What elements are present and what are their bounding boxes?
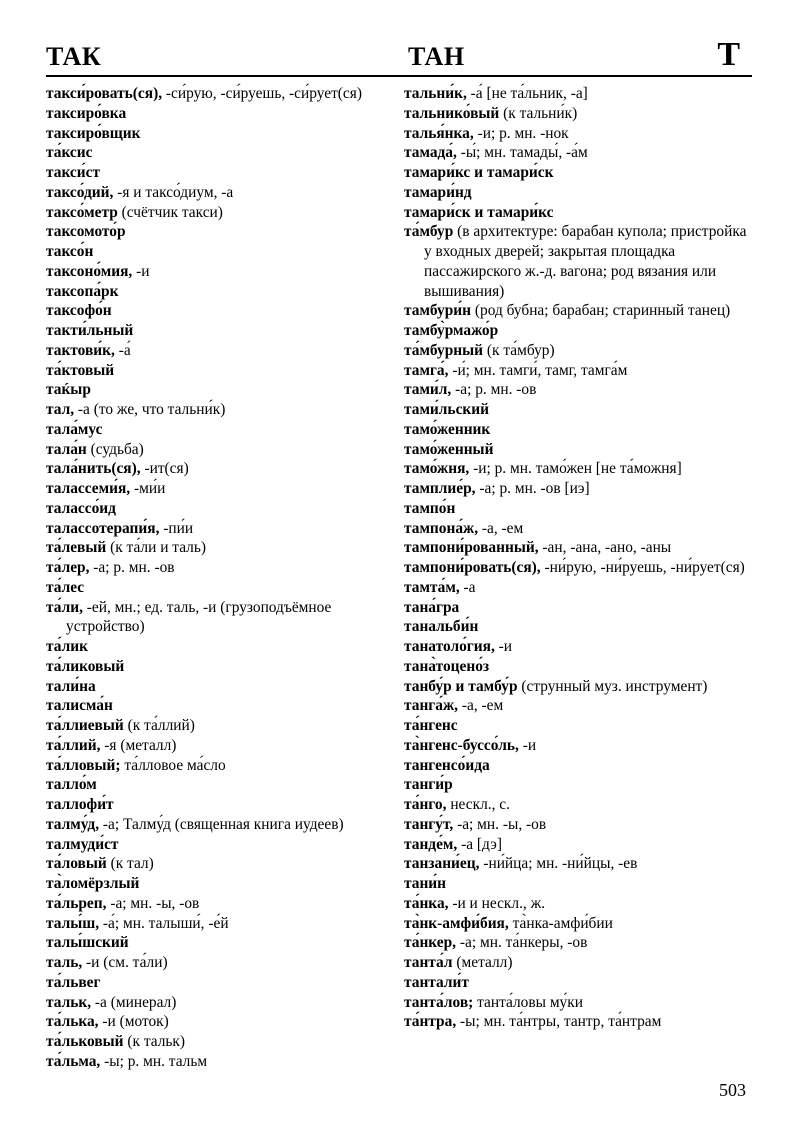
dictionary-entry [404, 914, 752, 934]
entry-gloss: танта́ловы му́ки [473, 993, 583, 1011]
entry-gloss: -и; р. мн. -нок [473, 124, 569, 142]
entry-headword: тами́л, [404, 381, 452, 399]
entry-gloss: -си́рую, -си́руешь, -си́рует(ся) [162, 85, 362, 102]
dictionary-entry [404, 361, 752, 381]
dictionary-entry [404, 459, 752, 479]
entry-gloss: (к та́ли и таль) [106, 539, 206, 557]
entry-gloss: -и; р. мн. тамо́жен [не та́можня] [469, 460, 682, 478]
entry-headword: та́лька, [46, 1013, 99, 1031]
dictionary-entry [46, 677, 394, 697]
entry-headword: тана́гра [404, 598, 460, 616]
entry-headword: та́лик [46, 638, 88, 655]
entry-gloss: -а (то же, что тальни́к) [74, 401, 226, 418]
entry-headword: та́лер, [46, 559, 90, 576]
dictionary-entry [404, 143, 752, 163]
dictionary-entry [404, 400, 752, 420]
entry-headword: та́льковый [46, 1033, 124, 1050]
dictionary-entry [46, 578, 394, 598]
entry-headword: талисма́н [46, 697, 113, 715]
entry-gloss: (металл) [452, 954, 513, 971]
dictionary-entry [46, 143, 394, 163]
dictionary-entry [46, 953, 394, 973]
entry-headword: та́лловый; [46, 756, 121, 774]
dictionary-entry [46, 479, 394, 499]
entry-headword: та́мбур [404, 223, 454, 241]
header-rule [46, 75, 752, 77]
entry-headword: таксофо́н [46, 302, 112, 320]
entry-headword: тамта́м, [404, 578, 460, 596]
dictionary-entry [46, 657, 394, 677]
entry-headword: тани́н [404, 875, 447, 892]
entry-headword: та́ллиевый [46, 717, 124, 734]
entry-headword: та́левый [46, 539, 107, 557]
entry-gloss: -и [518, 736, 537, 754]
entry-headword: талассотерапи́я, [46, 519, 160, 537]
entry-headword: та̀нгенс-буссо́ль, [404, 736, 519, 754]
left-column [46, 84, 394, 1072]
entry-headword: танта́лов; [404, 993, 474, 1011]
entry-headword: тамга́, [404, 361, 449, 379]
entry-gloss: (род бубна; барабан; старинный танец) [471, 302, 731, 320]
entry-headword: тамари́ск и тамари́кс [404, 203, 554, 221]
dictionary-entry [404, 598, 752, 618]
entry-gloss: -ан, -ана, -ано, -аны [538, 539, 672, 557]
dictionary-entry [46, 203, 394, 223]
entry-headword: тамо́жня, [404, 460, 470, 478]
entry-headword: тангенсо́ида [404, 756, 490, 774]
entry-headword: талмуди́ст [46, 835, 119, 853]
entry-headword: тамо́женник [404, 420, 491, 438]
entry-gloss: -а; р. мн. -ов [иэ] [475, 480, 590, 497]
dictionary-entry [46, 716, 394, 736]
dictionary-entry [404, 696, 752, 716]
entry-headword: танбу́р и тамбу́р [404, 677, 518, 695]
entry-headword: та́ли, [46, 598, 83, 616]
entry-headword: та́льма, [46, 1052, 101, 1070]
entry-headword: танга́ж, [404, 697, 459, 715]
entry-gloss: -ы́; мн. тамады́, -а́м [456, 144, 588, 162]
entry-headword: тампони́рованный, [404, 539, 539, 557]
dictionary-entry [46, 380, 394, 400]
entry-gloss: -и (моток) [98, 1013, 169, 1031]
entry-headword: тала́мус [46, 420, 103, 438]
dictionary-entry [46, 282, 394, 302]
dictionary-entry [404, 538, 752, 558]
dictionary-entry [404, 321, 752, 341]
entry-gloss: (к та́ллий) [123, 717, 195, 734]
entry-gloss: -ни́рую, -ни́руешь, -ни́рует(ся) [540, 559, 745, 576]
guide-word-left: ТАК [46, 42, 102, 71]
dictionary-entry [46, 874, 394, 894]
entry-headword: тальнико́вый [404, 104, 500, 122]
dictionary-entry [404, 519, 752, 539]
dictionary-entry [404, 499, 752, 519]
dictionary-entry [46, 301, 394, 321]
entry-headword: тал, [46, 401, 75, 418]
dictionary-entry [46, 756, 394, 776]
dictionary-entry [46, 973, 394, 993]
dictionary-entry [404, 756, 752, 776]
entry-gloss: -а; мн. -ы, -ов [106, 894, 200, 912]
entry-headword: танзани́ец, [404, 855, 480, 873]
entry-headword: таксиро́вка [46, 104, 127, 122]
dictionary-entry [404, 993, 752, 1013]
entry-headword: тамари́нд [404, 183, 472, 201]
dictionary-entry [404, 440, 752, 460]
entry-gloss: та́лловое ма́сло [120, 756, 226, 774]
dictionary-entry [46, 183, 394, 203]
dictionary-entry [46, 933, 394, 953]
entry-headword: талму́д, [46, 815, 100, 833]
dictionary-entry [46, 1012, 394, 1032]
entry-gloss: (к тальк) [123, 1033, 186, 1050]
dictionary-entry [404, 124, 752, 144]
dictionary-entry [46, 1032, 394, 1052]
dictionary-entry [404, 420, 752, 440]
dictionary-entry [46, 321, 394, 341]
entry-headword: талассо́ид [46, 499, 116, 517]
entry-gloss: -и [132, 262, 150, 280]
dictionary-entry [46, 361, 394, 381]
dictionary-entry [46, 519, 394, 539]
entry-gloss: (счётчик такси) [117, 203, 223, 221]
running-head [46, 38, 746, 78]
entry-headword: та́нтра, [404, 1013, 457, 1031]
dictionary-entry [46, 558, 394, 578]
entry-headword: та́львег [46, 973, 101, 991]
entry-gloss: -и́; мн. тамги́, тамг, тамга́м [448, 361, 628, 379]
dictionary-entry [46, 222, 394, 242]
entry-headword: тантали́т [404, 973, 469, 991]
entry-gloss: -и (см. та́ли) [82, 954, 168, 971]
dictionary-entry [46, 341, 394, 361]
dictionary-entry [46, 459, 394, 479]
entry-headword: тамари́кс и тамари́ск [404, 164, 554, 181]
entry-headword: талья́нка, [404, 124, 474, 142]
entry-headword: таксо́метр [46, 203, 118, 221]
entry-gloss: (судьба) [86, 440, 144, 458]
entry-gloss: та̀нка-амфи́бии [508, 914, 613, 932]
entry-gloss: нескл., с. [446, 796, 510, 813]
entry-headword: тала́н [46, 440, 87, 458]
entry-headword: тангу́т, [404, 815, 454, 833]
dictionary-entry [46, 795, 394, 815]
dictionary-entry [404, 736, 752, 756]
dictionary-entry [46, 242, 394, 262]
dictionary-entry [46, 400, 394, 420]
entry-headword: такси́ст [46, 164, 101, 181]
entry-headword: талы́ш, [46, 914, 100, 932]
entry-headword: та́ксис [46, 144, 93, 162]
entry-headword: таќыр [46, 381, 91, 399]
entry-headword: таксопа́рк [46, 282, 119, 300]
entry-headword: танта́л [404, 954, 453, 971]
section-letter: Т [717, 36, 740, 73]
entry-headword: талассеми́я, [46, 480, 131, 497]
dictionary-entry [46, 104, 394, 124]
dictionary-entry [404, 1012, 752, 1032]
entry-headword: та́мбурный [404, 341, 484, 359]
entry-headword: танде́м, [404, 835, 458, 853]
dictionary-entry [46, 440, 394, 460]
entry-gloss: -а [дэ] [457, 835, 502, 853]
entry-headword: такти́льный [46, 322, 134, 339]
entry-gloss: -ы; р. мн. тальм [100, 1052, 208, 1070]
entry-headword: та́ловый [46, 855, 107, 873]
entry-gloss: -ми́и [130, 480, 166, 497]
guide-word-right: ТАН [408, 42, 465, 71]
dictionary-entry [404, 874, 752, 894]
entry-gloss: -ни́йца; мн. -ни́йцы, -ев [479, 855, 638, 873]
entry-headword: та́ктовый [46, 361, 115, 379]
entry-headword: таксомото́р [46, 223, 126, 241]
dictionary-entry [404, 933, 752, 953]
dictionary-entry [46, 736, 394, 756]
entry-headword: тамплие́р, [404, 480, 476, 497]
entry-headword: таксиро́вщик [46, 124, 141, 142]
dictionary-entry [46, 124, 394, 144]
entry-headword: тампона́ж, [404, 519, 479, 537]
dictionary-entry [404, 953, 752, 973]
entry-gloss: -а; Талму́д (священная книга иудеев) [99, 815, 344, 833]
dictionary-entry [404, 637, 752, 657]
entry-gloss: (к та́мбур) [483, 341, 555, 359]
entry-headword: тана̀тоцено́з [404, 657, 490, 675]
entry-headword: та̀нк-амфи́бия, [404, 914, 509, 932]
page-number: 503 [719, 1080, 746, 1100]
entry-headword: та́ллий, [46, 736, 101, 754]
dictionary-entry [404, 479, 752, 499]
dictionary-entry [46, 420, 394, 440]
entry-headword: тальни́к, [404, 85, 467, 102]
dictionary-entry [46, 163, 394, 183]
entry-headword: та́нгенс [404, 717, 458, 734]
dictionary-entry [46, 262, 394, 282]
entry-headword: тамо́женный [404, 440, 494, 458]
entry-gloss: (в архитектуре: барабан купола; пристройка у входных дверей; закрытая площадка пассажирского ж.-д. вагона; род вязания или вышивания) [424, 223, 747, 300]
entry-gloss: -пи́и [159, 519, 194, 537]
entry-headword: та́ликовый [46, 657, 125, 675]
entry-headword: та́нкер, [404, 934, 457, 952]
dictionary-entry [404, 617, 752, 637]
dictionary-entry [404, 301, 752, 321]
entry-headword: танги́р [404, 776, 453, 794]
dictionary-entry [404, 854, 752, 874]
entry-headword: таксо́дий, [46, 183, 114, 201]
entry-headword: танатоло́гия, [404, 638, 495, 655]
right-column [404, 84, 752, 1032]
dictionary-entry [46, 637, 394, 657]
entry-headword: таксоно́мия, [46, 262, 133, 280]
entry-headword: тампо́н [404, 499, 456, 517]
dictionary-entry [404, 341, 752, 361]
entry-headword: та́льреп, [46, 894, 107, 912]
entry-headword: та́лес [46, 578, 85, 596]
entry-headword: тактови́к, [46, 341, 115, 359]
entry-gloss: -а́ [не та́льник, -а] [466, 85, 588, 102]
dictionary-entry [46, 894, 394, 914]
entry-headword: тампони́ровать(ся), [404, 559, 541, 576]
entry-gloss: -а́ [114, 341, 131, 359]
dictionary-entry [46, 835, 394, 855]
dictionary-entry [46, 993, 394, 1013]
entry-headword: тамбури́н [404, 302, 472, 320]
entry-headword: тамбу̀рмажо́р [404, 322, 499, 339]
dictionary-entry [404, 183, 752, 203]
dictionary-entry [404, 775, 752, 795]
entry-headword: таксо́н [46, 243, 94, 260]
dictionary-entry [404, 578, 752, 598]
entry-headword: тальк, [46, 993, 92, 1011]
entry-gloss: -а (минерал) [91, 993, 177, 1011]
entry-gloss: -а; р. мн. -ов [89, 559, 175, 576]
dictionary-entry [404, 815, 752, 835]
dictionary-entry [404, 163, 752, 183]
entry-headword: таллофи́т [46, 796, 114, 813]
entry-gloss: (к тальни́к) [499, 104, 578, 122]
dictionary-entry [404, 894, 752, 914]
entry-gloss: -ей, мн.; ед. таль, -и (грузоподъёмное устройство) [66, 598, 332, 636]
dictionary-entry [404, 657, 752, 677]
entry-gloss: -ы; мн. та́нтры, тантр, та́нтрам [456, 1013, 662, 1031]
entry-gloss: -а, -ем [458, 697, 504, 715]
entry-gloss: -а́; мн. талыши́, -е́й [99, 914, 229, 932]
dictionary-entry [404, 203, 752, 223]
entry-headword: тала́нить(ся), [46, 460, 141, 478]
entry-gloss: -а; р. мн. -ов [451, 381, 537, 399]
dictionary-entry [46, 598, 394, 638]
entry-gloss: -а, -ем [478, 519, 524, 537]
entry-gloss: -ит(ся) [140, 460, 189, 478]
dictionary-entry [404, 795, 752, 815]
dictionary-entry [404, 835, 752, 855]
dictionary-entry [404, 84, 752, 104]
entry-gloss: (струнный муз. инструмент) [517, 677, 708, 695]
dictionary-entry [404, 716, 752, 736]
entry-gloss: -а; мн. та́нкеры, -ов [456, 934, 588, 952]
entry-headword: талло́м [46, 776, 97, 794]
entry-headword: тами́льский [404, 401, 490, 418]
dictionary-entry [46, 84, 394, 104]
dictionary-entry [404, 104, 752, 124]
dictionary-entry [46, 538, 394, 558]
entry-headword: талы́шский [46, 934, 129, 952]
entry-gloss: -а [459, 578, 476, 596]
dictionary-entry [46, 854, 394, 874]
dictionary-entry [404, 558, 752, 578]
entry-gloss: -и и нескл., ж. [448, 894, 546, 912]
entry-headword: танальби́н [404, 618, 479, 636]
dictionary-entry [46, 696, 394, 716]
dictionary-entry [404, 677, 752, 697]
entry-headword: та́нка, [404, 894, 449, 912]
entry-gloss: -а; мн. -ы, -ов [453, 815, 547, 833]
dictionary-entry [404, 973, 752, 993]
entry-headword: та́нго, [404, 796, 447, 813]
entry-headword: такси́ровать(ся), [46, 85, 163, 102]
entry-headword: тамада́, [404, 144, 457, 162]
entry-gloss: -я и таксо́диум, -а [113, 183, 234, 201]
entry-headword: таль, [46, 954, 83, 971]
dictionary-entry [46, 775, 394, 795]
dictionary-entry [46, 499, 394, 519]
entry-gloss: (к тал) [106, 855, 154, 873]
dictionary-entry [46, 1052, 394, 1072]
dictionary-entry [404, 222, 752, 301]
dictionary-entry [46, 914, 394, 934]
entry-headword: та̀ломёрзлый [46, 875, 140, 892]
entry-gloss: -я (металл) [100, 736, 177, 754]
entry-headword: тали́на [46, 677, 96, 695]
dictionary-entry [404, 380, 752, 400]
entry-gloss: -и [494, 638, 513, 655]
dictionary-entry [46, 815, 394, 835]
